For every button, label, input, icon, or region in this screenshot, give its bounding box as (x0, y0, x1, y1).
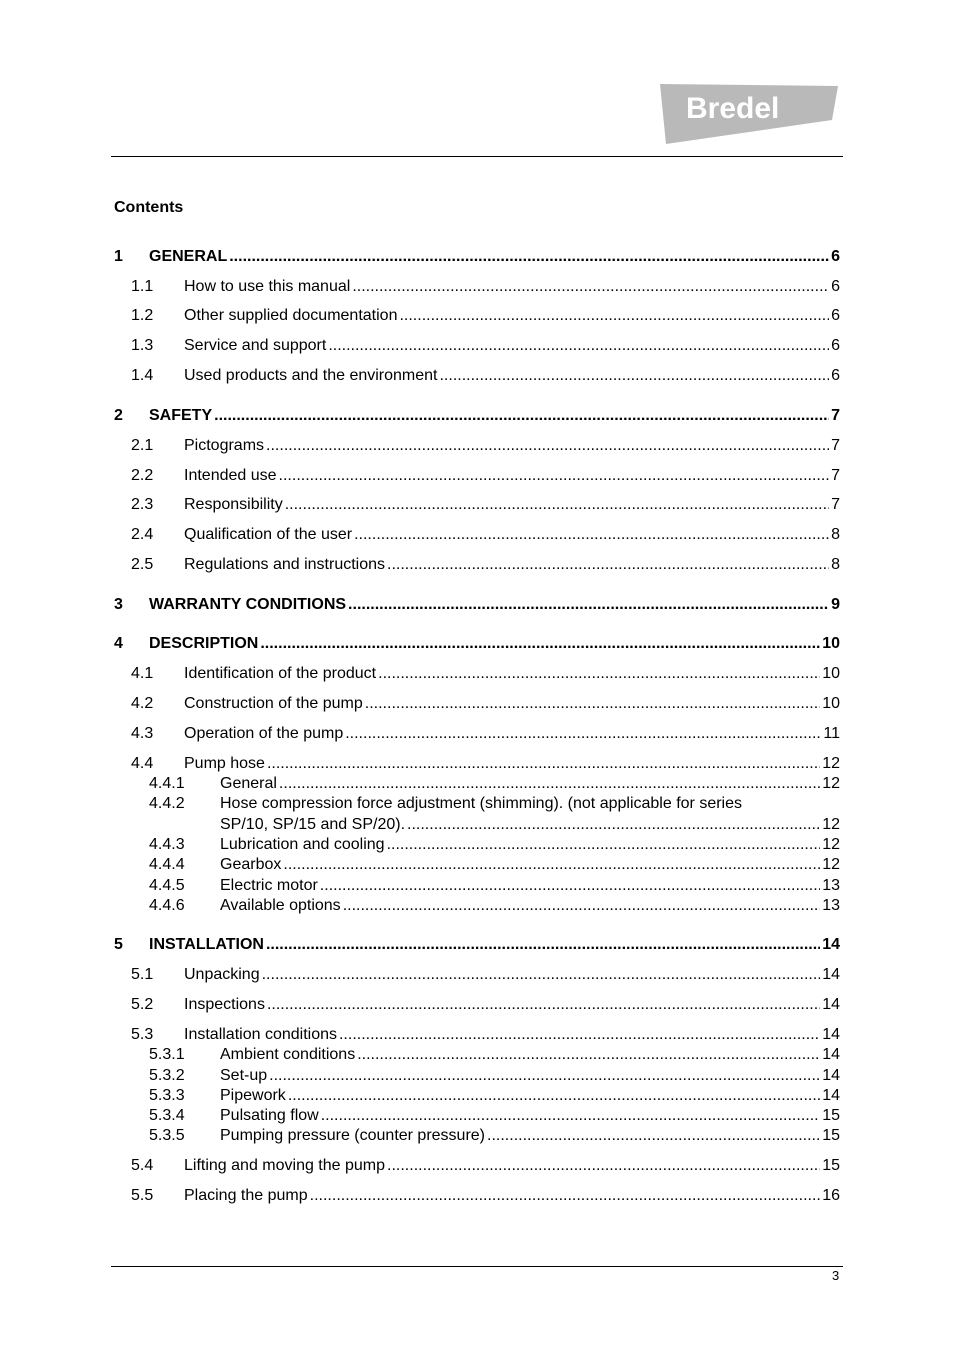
footer-rule (111, 1266, 843, 1267)
toc-entry[interactable] (0, 855, 954, 875)
toc-number: 1.2 (131, 307, 154, 324)
toc-entry[interactable] (0, 1186, 954, 1206)
toc-title: Set-up (220, 1067, 268, 1084)
toc-number: 4.4.6 (149, 897, 185, 914)
toc-number: 1.4 (131, 367, 154, 384)
toc-entry[interactable] (0, 525, 954, 545)
toc-entry[interactable] (0, 724, 954, 744)
toc-number: 4.4.3 (149, 836, 185, 853)
toc-page: 10 (822, 635, 840, 652)
toc-entry[interactable] (0, 634, 954, 654)
toc-page: 15 (822, 1127, 840, 1144)
toc-page: 12 (822, 775, 840, 792)
toc-page: 6 (831, 307, 840, 324)
toc-page: 15 (822, 1157, 840, 1174)
toc-entry[interactable] (0, 1066, 954, 1086)
toc-entry[interactable] (0, 1025, 954, 1045)
toc-page: 12 (822, 755, 840, 772)
toc-entry[interactable] (0, 935, 954, 955)
toc-page: 6 (831, 248, 840, 265)
toc-page: 14 (822, 996, 840, 1013)
toc-entry[interactable] (0, 247, 954, 267)
toc-page: 7 (831, 496, 840, 513)
toc-title: DESCRIPTION (149, 635, 259, 652)
toc-number: 5 (114, 936, 123, 953)
toc-page: 8 (831, 526, 840, 543)
toc-entry[interactable] (0, 1156, 954, 1176)
toc-entry[interactable] (0, 664, 954, 684)
toc-title: Identification of the product (184, 665, 377, 682)
toc-title: Construction of the pump (184, 695, 363, 712)
toc-title: Regulations and instructions (184, 556, 386, 573)
bredel-logo (656, 82, 840, 146)
toc-title: WARRANTY CONDITIONS (149, 596, 347, 613)
toc-page: 7 (831, 437, 840, 454)
toc-entry[interactable] (0, 366, 954, 386)
contents-heading: Contents (114, 199, 184, 216)
toc-number: 2.4 (131, 526, 154, 543)
toc-entry[interactable] (0, 1106, 954, 1126)
toc-page: 6 (831, 337, 840, 354)
toc-title: GENERAL (149, 248, 228, 265)
toc-entry[interactable] (0, 754, 954, 774)
toc-title: Pumping pressure (counter pressure) (220, 1127, 486, 1144)
toc-number: 2.1 (131, 437, 154, 454)
toc-title: SAFETY (149, 407, 213, 424)
toc-title: Service and support (184, 337, 327, 354)
toc-title: General (220, 775, 277, 792)
toc-page: 14 (822, 1067, 840, 1084)
toc-number: 4.4.5 (149, 877, 185, 894)
toc-page: 12 (822, 856, 840, 873)
toc-entry[interactable] (0, 495, 954, 515)
toc-title: Intended use (184, 467, 277, 484)
toc-page: 12 (822, 836, 840, 853)
toc-entry-continuation[interactable] (0, 815, 954, 835)
toc-entry[interactable] (0, 774, 954, 794)
toc-number: 5.3.3 (149, 1087, 185, 1104)
toc-entry[interactable] (0, 694, 954, 714)
toc-entry[interactable] (0, 876, 954, 896)
toc-page: 9 (831, 596, 840, 613)
toc-number: 4.4.1 (149, 775, 185, 792)
toc-number: 5.3.4 (149, 1107, 185, 1124)
toc-title: Pulsating flow (220, 1107, 319, 1124)
toc-number: 4 (114, 635, 123, 652)
toc-title: Electric motor (220, 877, 318, 894)
toc-number: 4.4.2 (149, 795, 185, 812)
toc-title: Used products and the environment (184, 367, 438, 384)
toc-entry[interactable] (0, 1045, 954, 1065)
toc-page: 13 (822, 877, 840, 894)
toc-entry[interactable] (0, 835, 954, 855)
toc-number: 5.3.5 (149, 1127, 185, 1144)
logo-text: Bredel (686, 92, 780, 125)
toc-number: 4.4 (131, 755, 154, 772)
toc-number: 1 (114, 248, 123, 265)
toc-entry[interactable] (0, 1126, 954, 1146)
toc-number: 2.3 (131, 496, 154, 513)
toc-title: Unpacking (184, 966, 260, 983)
toc-page: 14 (822, 1087, 840, 1104)
toc-entry[interactable] (0, 277, 954, 297)
toc-number: 1.1 (131, 278, 154, 295)
header-rule (111, 156, 843, 157)
toc-entry[interactable] (0, 466, 954, 486)
toc-entry[interactable] (0, 794, 954, 814)
toc-page: 15 (822, 1107, 840, 1124)
toc-page: 7 (831, 407, 840, 424)
toc-title: Placing the pump (184, 1187, 308, 1204)
toc-title: Available options (220, 897, 341, 914)
toc-title: Installation conditions (184, 1026, 337, 1043)
toc-title: Pipework (220, 1087, 286, 1104)
toc-title: Pump hose (184, 755, 265, 772)
toc-page: 10 (822, 665, 840, 682)
toc-number: 2.2 (131, 467, 154, 484)
toc-title: Inspections (184, 996, 265, 1013)
toc-page: 10 (822, 695, 840, 712)
toc-page: 14 (822, 1046, 840, 1063)
toc-number: 4.1 (131, 665, 154, 682)
toc-title: Ambient conditions (220, 1046, 356, 1063)
toc-number: 3 (114, 596, 123, 613)
toc-title-continuation: SP/10, SP/15 and SP/20). (220, 816, 406, 833)
toc-entry[interactable] (0, 436, 954, 456)
toc-number: 5.3.2 (149, 1067, 185, 1084)
toc-number: 4.3 (131, 725, 154, 742)
toc-page: 6 (831, 367, 840, 384)
toc-number: 5.4 (131, 1157, 154, 1174)
toc-page: 8 (831, 556, 840, 573)
toc-title: Operation of the pump (184, 725, 344, 742)
toc-page: 6 (831, 278, 840, 295)
toc-title: Qualification of the user (184, 526, 353, 543)
toc-page: 14 (822, 966, 840, 983)
toc-number: 4.4.4 (149, 856, 185, 873)
page-number: 3 (832, 1268, 840, 1283)
toc-title: Other supplied documentation (184, 307, 398, 324)
toc-page: 11 (823, 725, 840, 742)
toc-title: How to use this manual (184, 278, 351, 295)
toc-number: 5.3 (131, 1026, 154, 1043)
toc-entry[interactable] (0, 1086, 954, 1106)
toc-number: 5.3.1 (149, 1046, 185, 1063)
toc-number: 4.2 (131, 695, 154, 712)
toc-page: 12 (822, 816, 840, 833)
toc-title: Hose compression force adjustment (shimming). (not applicable for series (220, 795, 742, 812)
toc-page: 14 (822, 1026, 840, 1043)
toc-title: Lifting and moving the pump (184, 1157, 386, 1174)
toc-number: 2 (114, 407, 123, 424)
toc-entry[interactable] (0, 896, 954, 916)
toc-entry[interactable] (0, 406, 954, 426)
toc-entry[interactable] (0, 306, 954, 326)
toc-title: Responsibility (184, 496, 283, 513)
toc-page: 7 (831, 467, 840, 484)
toc-title: Pictograms (184, 437, 265, 454)
toc-number: 2.5 (131, 556, 154, 573)
toc-number: 5.2 (131, 996, 154, 1013)
toc-entry[interactable] (0, 336, 954, 356)
toc-entry[interactable] (0, 555, 954, 575)
toc-number: 5.1 (131, 966, 154, 983)
toc-page: 14 (822, 936, 840, 953)
toc-title: INSTALLATION (149, 936, 264, 953)
toc-title: Gearbox (220, 856, 282, 873)
toc-title: Lubrication and cooling (220, 836, 385, 853)
toc-entry[interactable] (0, 995, 954, 1015)
toc-number: 5.5 (131, 1187, 154, 1204)
toc-page: 16 (822, 1187, 840, 1204)
toc-entry[interactable] (0, 595, 954, 615)
toc-number: 1.3 (131, 337, 154, 354)
toc-page: 13 (822, 897, 840, 914)
toc-entry[interactable] (0, 965, 954, 985)
